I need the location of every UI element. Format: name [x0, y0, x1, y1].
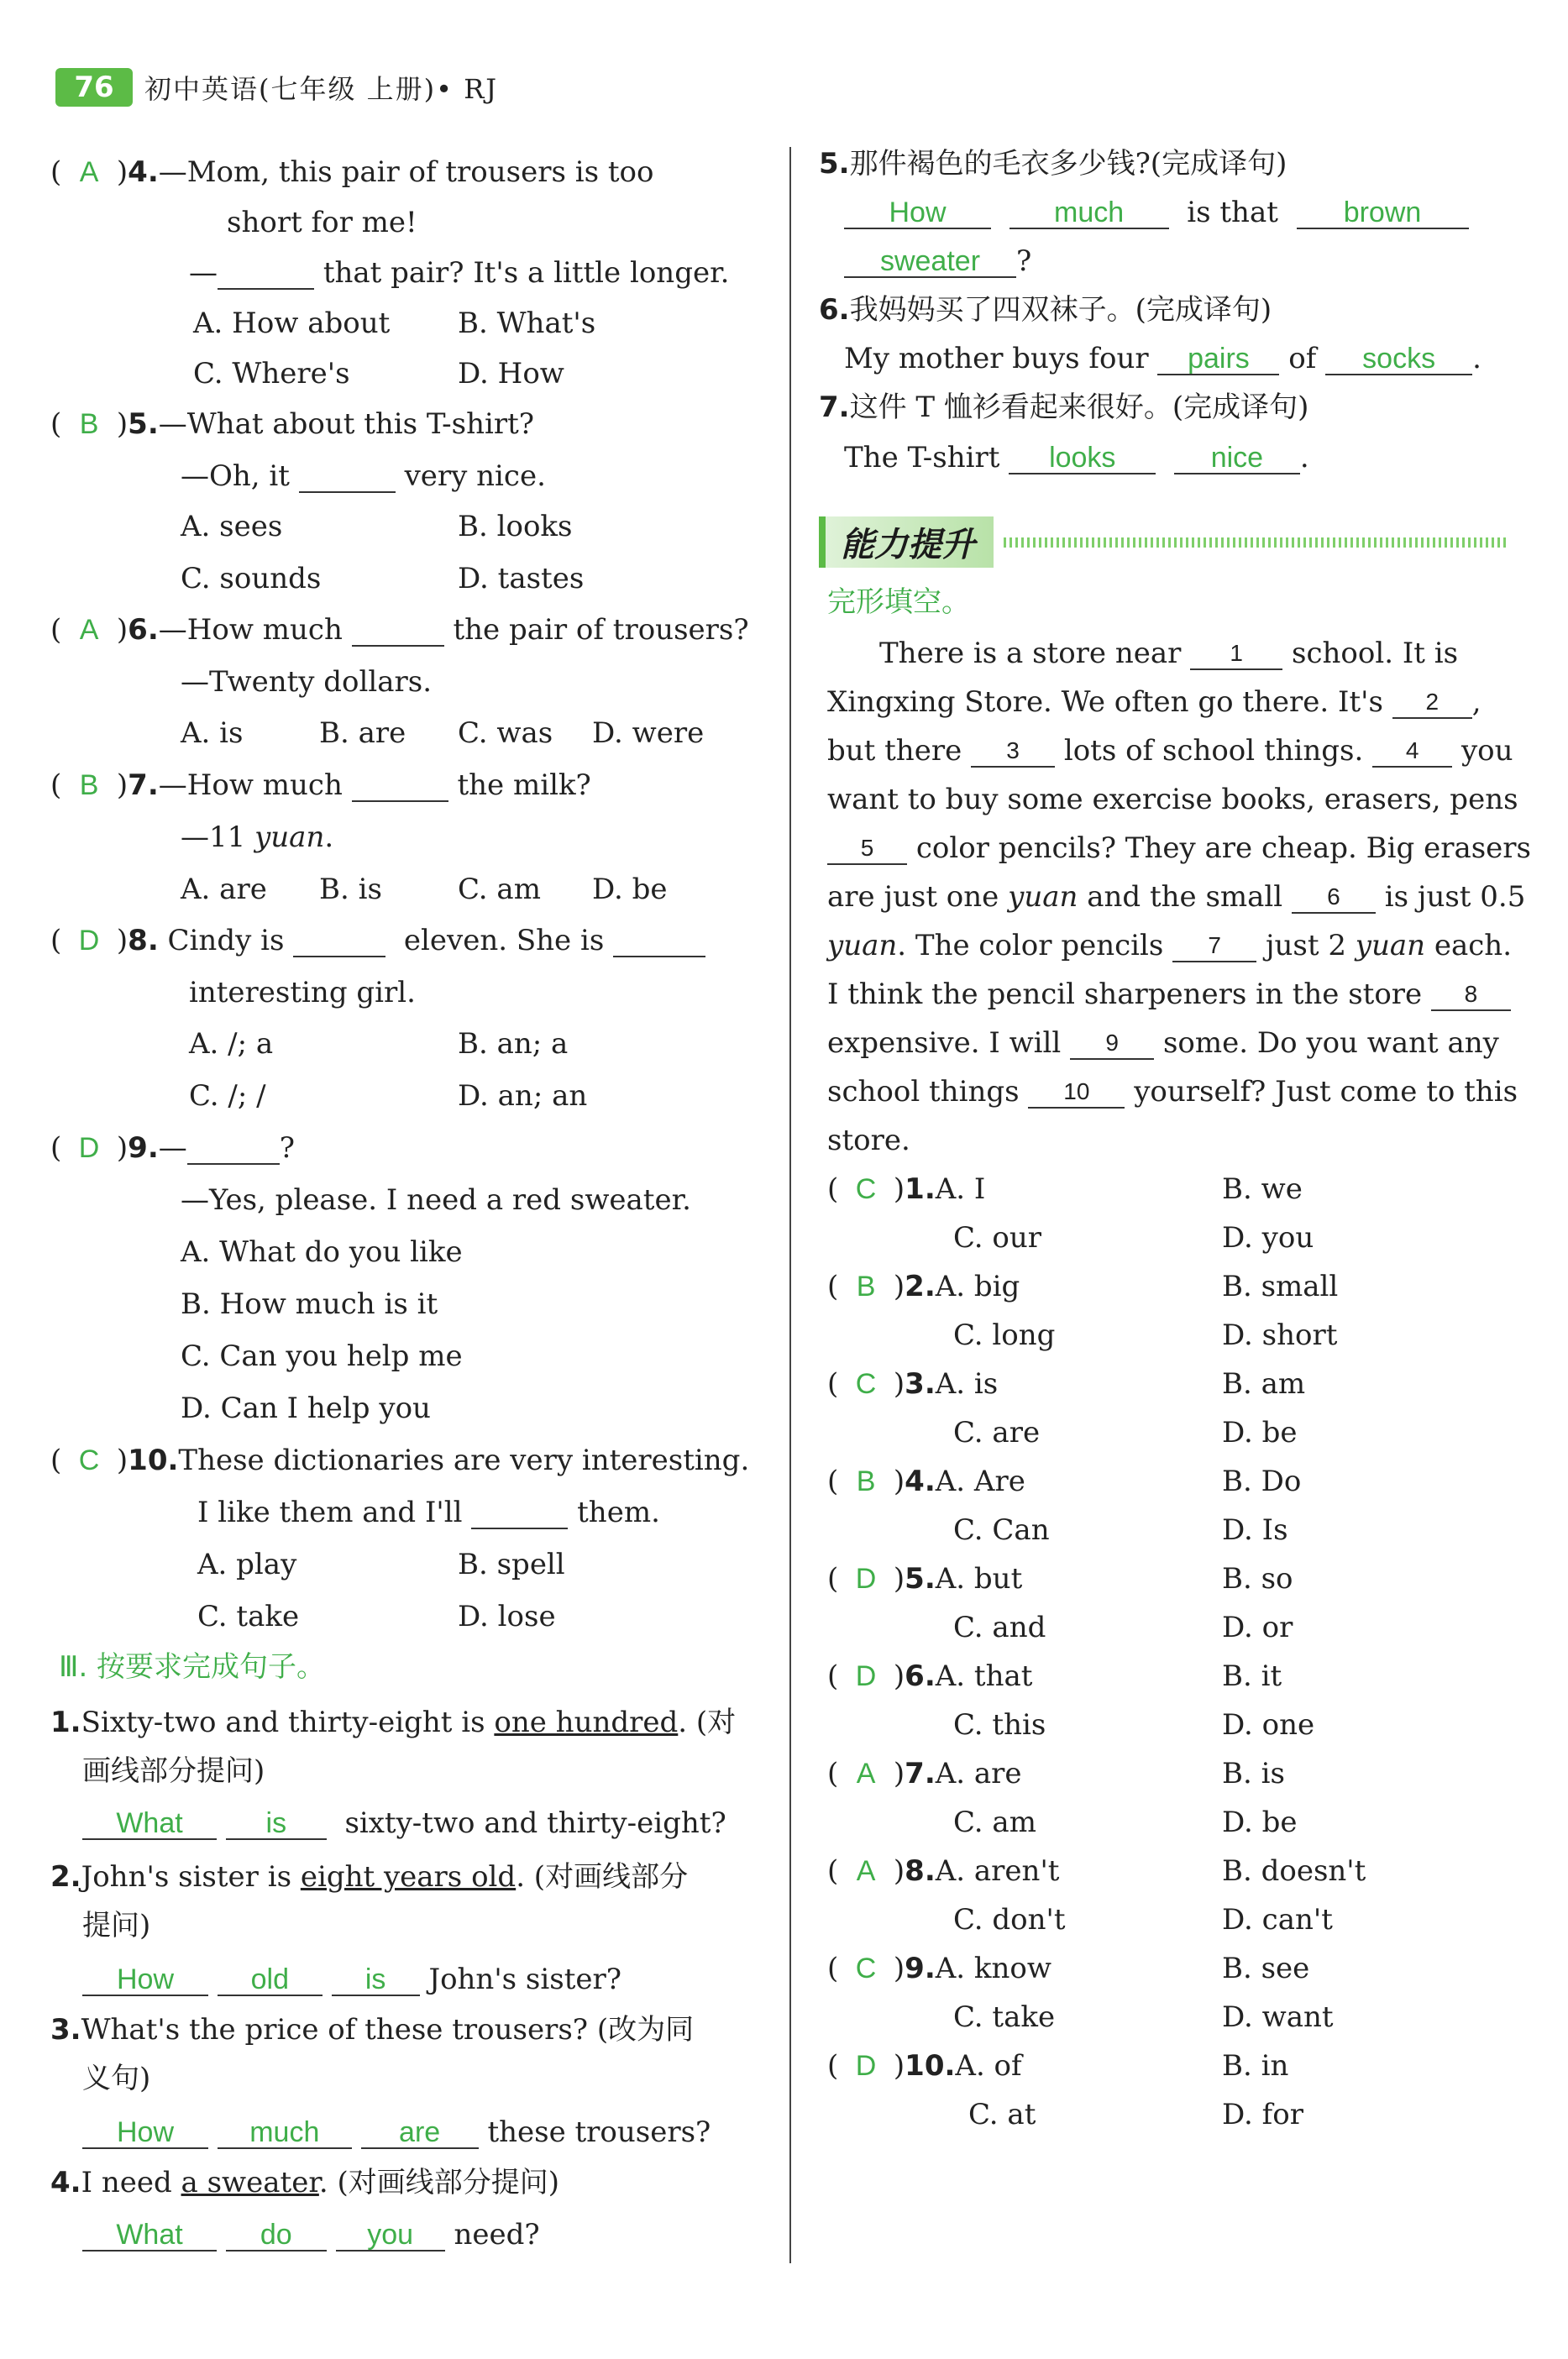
cloze-blank[interactable]: 7 — [1172, 929, 1256, 962]
cloze-item: ( C )9.A. know — [827, 1952, 1051, 1985]
option: C. Can you help me — [181, 1339, 463, 1373]
answer-blank[interactable]: is — [226, 1806, 327, 1840]
answer-blank[interactable]: sweater — [844, 244, 1016, 278]
question-8: ( D )8. Cindy is eleven. She is — [50, 924, 705, 957]
option: D. be — [1222, 1416, 1298, 1449]
column-divider — [789, 147, 791, 2263]
answer-line: How much are these trousers? — [82, 2115, 711, 2149]
answer-line: What do you need? — [82, 2218, 540, 2252]
option: D. tastes — [458, 562, 585, 595]
option: B. we — [1222, 1172, 1303, 1206]
question-text: —Yes, please. I need a red sweater. — [181, 1183, 691, 1217]
answer-blank[interactable]: are — [361, 2115, 479, 2149]
question-text: —Twenty dollars. — [181, 665, 433, 699]
option: C. Can — [953, 1513, 1050, 1547]
answer-line: sweater ? — [844, 244, 1031, 278]
question-7: ( B )7.—How much the milk? — [50, 768, 591, 802]
option: D. be — [592, 873, 668, 906]
option: D. for — [1222, 2098, 1303, 2131]
cloze-blank[interactable]: 10 — [1028, 1075, 1125, 1109]
cloze-item: ( D )10.A. of — [827, 2049, 1022, 2083]
cloze-blank[interactable]: 9 — [1070, 1026, 1154, 1060]
option: B. is — [319, 873, 382, 906]
option: B. see — [1222, 1952, 1310, 1985]
answer-blank[interactable]: How — [82, 1963, 208, 1996]
question-text: 提问) — [82, 1909, 151, 1942]
option: C. am — [953, 1806, 1036, 1839]
answer-line: How old is John's sister? — [82, 1963, 621, 1996]
option: C. this — [953, 1708, 1046, 1742]
question-5: ( B )5.—What about this T-shirt? — [50, 407, 535, 441]
answer-blank[interactable]: is — [332, 1963, 420, 1996]
option: B. doesn't — [1222, 1854, 1366, 1888]
question-text: 义句) — [82, 2062, 151, 2095]
question-10: ( C )10.These dictionaries are very interesting. — [50, 1444, 750, 1477]
option: D. want — [1222, 2000, 1334, 2034]
option: D. can't — [1222, 1903, 1333, 1937]
translation-5: 5.那件褐色的毛衣多少钱?(完成译句) — [819, 147, 1287, 181]
passage-line: 5 color pencils? They are cheap. Big erasers — [827, 831, 1531, 865]
option: D. Can I help you — [181, 1392, 431, 1425]
decorative-dots — [1004, 537, 1508, 548]
option: C. long — [953, 1318, 1056, 1352]
question-9: ( D )9.— ? — [50, 1131, 295, 1165]
option: C. take — [953, 2000, 1056, 2034]
section-heading: 完形填空。 — [827, 585, 970, 619]
cloze-item: ( D )6.A. that — [827, 1659, 1033, 1693]
option: B. in — [1222, 2049, 1289, 2083]
answer-blank[interactable] — [613, 924, 705, 957]
answer-line: What is sixty-two and thirty-eight? — [82, 1806, 726, 1840]
option: B. How much is it — [181, 1287, 438, 1321]
option: D. or — [1222, 1611, 1293, 1644]
question-text: —11 yuan. — [181, 820, 334, 854]
cloze-item: ( D )5.A. but — [827, 1562, 1023, 1596]
option: C. am — [458, 873, 541, 906]
question-6: ( A )6.—How much the pair of trousers? — [50, 613, 749, 647]
cloze-item: ( C )3.A. is — [827, 1367, 999, 1401]
cloze-item: ( A )7.A. are — [827, 1757, 1022, 1790]
option: B. are — [319, 716, 406, 750]
option: C. Where's — [193, 357, 350, 391]
answer-blank[interactable]: How — [844, 196, 991, 229]
option: A. sees — [181, 510, 283, 543]
answer-blank[interactable] — [352, 613, 444, 647]
option: A. /; a — [189, 1027, 274, 1061]
answer-blank[interactable] — [299, 459, 396, 493]
cloze-item: ( B )2.A. big — [827, 1270, 1020, 1303]
answer-blank[interactable]: How — [82, 2115, 208, 2149]
answer-blank[interactable]: do — [226, 2218, 327, 2252]
option: C. don't — [953, 1903, 1066, 1937]
passage-line: want to buy some exercise books, erasers, pens — [827, 783, 1518, 816]
answer-blank[interactable]: pairs — [1157, 342, 1279, 375]
option: D. an; an — [458, 1079, 588, 1113]
passage-line: store. — [827, 1124, 910, 1157]
option: D. short — [1222, 1318, 1338, 1352]
answer-blank[interactable]: socks — [1325, 342, 1472, 375]
passage-line: yuan. The color pencils 7 just 2 yuan each. — [827, 929, 1513, 962]
translation-6: 6.我妈妈买了四双袜子。(完成译句) — [819, 293, 1272, 327]
sentence-4: 4.I need a sweater. (对画线部分提问) — [50, 2166, 560, 2199]
option: C. was — [458, 716, 553, 750]
option: C. are — [953, 1416, 1041, 1449]
question-text: —Oh, it very nice. — [181, 459, 546, 493]
option: D. lose — [458, 1600, 556, 1633]
option: B. am — [1222, 1367, 1306, 1401]
cloze-item: ( A )8.A. aren't — [827, 1854, 1060, 1888]
answer-blank[interactable]: much — [1009, 196, 1169, 229]
option: C. take — [197, 1600, 300, 1633]
option: A. What do you like — [181, 1235, 463, 1269]
answer-blank[interactable]: What — [82, 1806, 217, 1840]
option: C. and — [953, 1611, 1046, 1644]
option: A. play — [197, 1548, 297, 1581]
option: B. small — [1222, 1270, 1339, 1303]
question-4: ( A )4.—Mom, this pair of trousers is too — [50, 155, 654, 189]
answer-blank[interactable]: old — [218, 1963, 323, 1996]
answer-line: How much is that brown — [844, 196, 1469, 229]
answer-blank[interactable] — [471, 1496, 568, 1529]
option: C. /; / — [189, 1079, 266, 1113]
question-text: short for me! — [227, 206, 417, 239]
option: B. looks — [458, 510, 573, 543]
passage-line: expensive. I will 9 some. Do you want any — [827, 1026, 1499, 1060]
cloze-blank[interactable]: 1 — [1190, 637, 1282, 670]
option: C. our — [953, 1221, 1042, 1255]
option: D. one — [1222, 1708, 1315, 1742]
passage-line: but there 3 lots of school things. 4 you — [827, 734, 1513, 768]
option: B. so — [1222, 1562, 1293, 1596]
option: A. is — [181, 716, 244, 750]
question-text: 画线部分提问) — [82, 1754, 265, 1788]
answer-line: My mother buys four pairs of socks . — [844, 342, 1481, 375]
sentence-3: 3.What's the price of these trousers? (改为同 — [50, 2013, 695, 2047]
option: C. at — [968, 2098, 1036, 2131]
passage-line: are just one yuan and the small 6 is just 0.5 — [827, 880, 1526, 914]
answer-blank[interactable]: you — [336, 2218, 445, 2252]
cloze-blank[interactable]: 8 — [1431, 978, 1511, 1011]
cloze-item: ( C )1.A. I — [827, 1172, 986, 1206]
option: B. Do — [1222, 1465, 1302, 1498]
passage-line: Xingxing Store. We often go there. It's 2 , — [827, 685, 1481, 719]
passage-line: There is a store near 1 school. It is — [879, 637, 1459, 670]
book-title: 初中英语(七年级 上册)• RJ — [144, 73, 499, 105]
option: A. How about — [193, 307, 391, 340]
option: D. be — [1222, 1806, 1298, 1839]
section-heading: Ⅲ. 按要求完成句子。 — [59, 1650, 326, 1684]
cloze-blank[interactable]: 6 — [1292, 880, 1376, 914]
option: D. Is — [1222, 1513, 1288, 1547]
option: B. spell — [458, 1548, 565, 1581]
option: D. How — [458, 357, 564, 391]
cloze-blank[interactable]: 3 — [971, 734, 1055, 768]
page-header — [55, 66, 498, 109]
answer-blank[interactable] — [352, 768, 448, 802]
passage-line: school things 10 yourself? Just come to this — [827, 1075, 1518, 1109]
cloze-blank[interactable]: 4 — [1372, 734, 1452, 768]
sentence-1: 1.Sixty-two and thirty-eight is one hundred. (对 — [50, 1706, 737, 1739]
option: D. were — [592, 716, 705, 750]
ability-heading: 能力提升 — [819, 516, 1508, 568]
answer-blank[interactable] — [218, 256, 314, 290]
answer-blank[interactable]: brown — [1297, 196, 1469, 229]
page-number: 76 — [55, 68, 133, 107]
answer-blank[interactable] — [187, 1131, 280, 1165]
option: A. are — [181, 873, 267, 906]
question-text: I like them and I'll them. — [197, 1496, 660, 1529]
question-text: interesting girl. — [189, 976, 416, 1009]
cloze-blank[interactable]: 5 — [827, 831, 907, 865]
option: B. What's — [458, 307, 596, 340]
option: B. an; a — [458, 1027, 569, 1061]
option: C. sounds — [181, 562, 322, 595]
option: D. you — [1222, 1221, 1314, 1255]
question-text: — that pair? It's a little longer. — [189, 256, 730, 290]
passage-line: I think the pencil sharpeners in the store 8 — [827, 978, 1511, 1011]
answer-blank[interactable]: What — [82, 2218, 217, 2252]
answer-blank[interactable]: nice — [1174, 441, 1300, 474]
option: B. it — [1222, 1659, 1282, 1693]
sentence-2: 2.John's sister is eight years old. (对画线部分 — [50, 1860, 689, 1894]
answer-blank[interactable]: much — [218, 2115, 352, 2149]
answer-blank[interactable]: looks — [1009, 441, 1156, 474]
cloze-item: ( B )4.A. Are — [827, 1465, 1025, 1498]
answer-line: The T-shirt looks nice . — [844, 441, 1309, 474]
translation-7: 7.这件 T 恤衫看起来很好。(完成译句) — [819, 391, 1309, 424]
option: B. is — [1222, 1757, 1285, 1790]
answer-blank[interactable] — [293, 924, 385, 957]
cloze-blank[interactable]: 2 — [1392, 685, 1472, 719]
